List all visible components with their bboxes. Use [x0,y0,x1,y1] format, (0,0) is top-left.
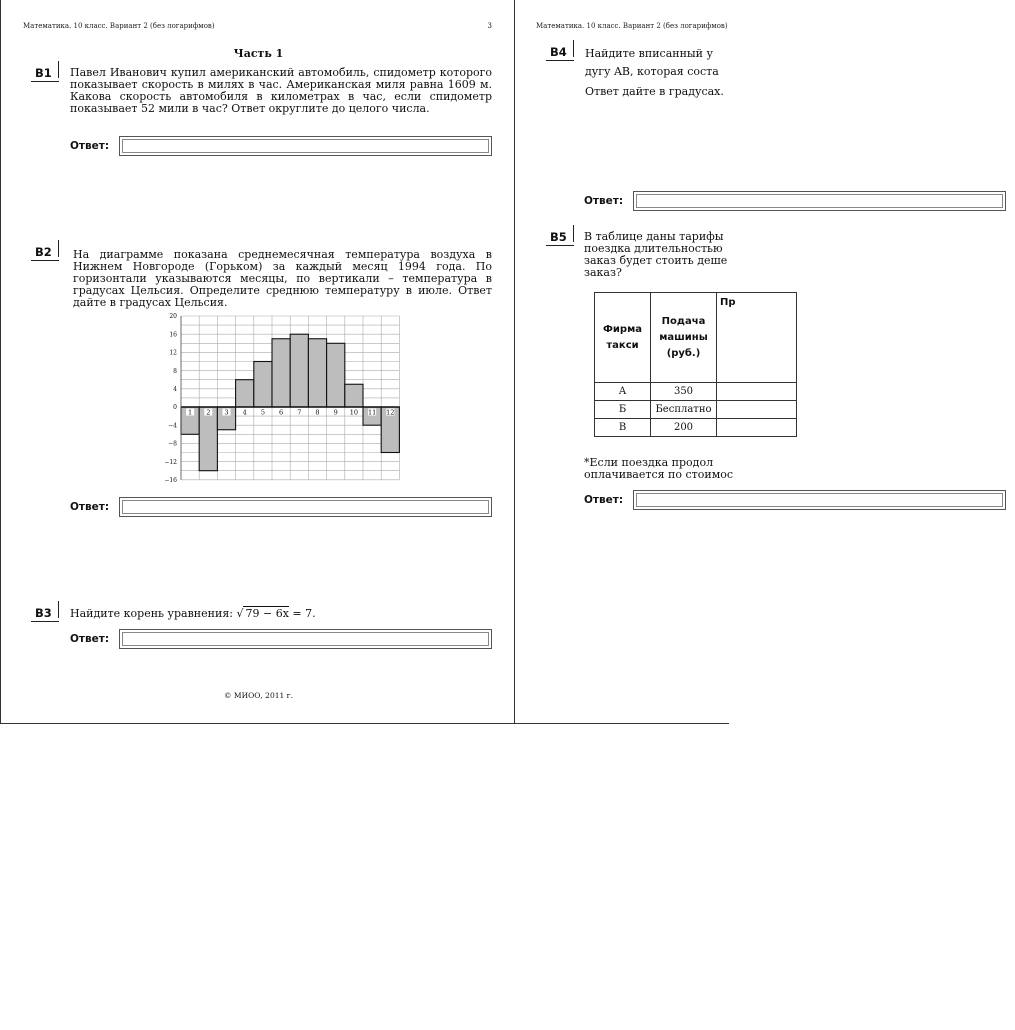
table-row [595,401,797,419]
b5-footnote [584,457,1004,481]
task-label-b1: B1 [31,66,59,82]
chart-bar [308,339,326,407]
y-tick-label: −4 [168,422,177,430]
table-row [595,419,797,437]
y-tick-label: −12 [164,458,177,466]
page-number: 3 [487,22,492,30]
page-header: Математика. 10 класс. Вариант 2 (без логарифмов) [536,22,728,30]
table-cell-firm: А [595,383,651,401]
table-row [595,383,797,401]
task-text-b3 [70,608,492,620]
b3-radicand: 79 − 6x [245,607,289,620]
table-header-price: Подача машины (руб.) [651,293,717,383]
answer-box-b5[interactable] [633,490,1006,510]
answer-row-b5 [584,490,1006,510]
month-label: 10 [349,408,359,417]
month-label: 3 [224,408,229,417]
answer-row-b1 [70,136,492,156]
y-tick-label: 20 [169,313,177,321]
month-label: 7 [297,408,302,417]
table-header-firm: Фирма такси [595,293,651,383]
answer-box-b2[interactable] [119,497,492,517]
task-text-b5 [584,231,1004,279]
answer-label: Ответ: [70,633,110,645]
b5-line-2: поездка длительностью [584,242,723,255]
chart-bar [254,362,272,408]
temperature-chart [159,310,409,486]
page-header: Математика. 10 класс. Вариант 2 (без логарифмов) [23,22,215,30]
task-label-b2: B2 [31,245,59,261]
part-title: Часть 1 [233,47,284,60]
answer-row-b3 [70,629,492,649]
page-footer: © МИОО, 2011 г. [224,691,293,700]
answer-label: Ответ: [70,140,110,152]
table-cell-price: Бесплатно [651,401,717,419]
month-label: 11 [367,408,377,417]
month-label: 2 [206,408,211,417]
month-label: 9 [333,408,338,417]
task-label-b5: B5 [546,230,574,246]
chart-bar [327,343,345,407]
chart-bar [272,339,290,407]
b3-text-after: = 7. [288,607,316,620]
y-tick-label: 4 [173,386,177,393]
answer-row-b2 [70,497,492,517]
chart-bar [290,334,308,407]
table-cell-firm: Б [595,401,651,419]
task-label-b3: B3 [31,606,59,622]
month-label: 5 [260,408,265,417]
table-header-rate: Пр [717,293,797,383]
month-label: 4 [242,408,247,417]
y-tick-label: 8 [173,367,177,375]
answer-box-b1[interactable] [119,136,492,156]
page-left [0,0,515,724]
answer-label: Ответ: [584,494,624,506]
chart-bar [236,380,254,407]
b5-note-2: оплачивается по стоимос [584,468,734,481]
answer-label: Ответ: [70,501,110,513]
table-cell-price: 200 [651,419,717,437]
answer-box-b4[interactable] [633,191,1006,211]
task-label-b4: B4 [546,45,574,61]
table-cell-rate [717,383,797,401]
b4-line-1: Найдите вписанный у [585,47,713,60]
b5-line-4: заказ? [584,266,622,279]
answer-row-b4 [584,191,1006,211]
month-label: 12 [386,408,395,417]
y-tick-label: 0 [173,404,177,412]
table-cell-price: 350 [651,383,717,401]
month-label: 6 [279,408,284,417]
b3-text-before: Найдите корень уравнения: [70,607,237,620]
task-text-b2: На диаграмме показана среднемесячная температура воздуха в Нижнем Новгороде (Горьком) за каждый месяц 1994 года. По горизонтали указываются месяцы, по вертикали – температура в градусах Цельсия. Определите среднюю температуру в июле. Ответ дайте в градусах Цельсия. [73,248,492,309]
answer-box-b3[interactable] [119,629,492,649]
y-tick-label: −8 [168,440,177,448]
table-cell-firm: В [595,419,651,437]
b5-note-1: *Если поездка продол [584,456,714,469]
y-tick-label: −16 [164,477,177,484]
table-header-row [595,293,797,383]
month-label: 1 [188,408,193,417]
page-right [515,0,736,724]
tariff-table [594,292,797,437]
table-cell-rate [717,401,797,419]
b5-line-3: заказ будет стоить деше [584,254,728,267]
b4-line-3: Ответ дайте в градусах. [585,85,724,98]
answer-label: Ответ: [584,195,624,207]
table-cell-rate [717,419,797,437]
task-text-b1: Павел Иванович купил американский автомобиль, спидометр которого показывает скорость в милях в час. Американская миля равна 1609 м. Какова скорость автомобиля в километрах в час, если спидометр показывает 52 мили в час? Ответ округлите до целого числа. [70,66,492,115]
sqrt-sign: √ [236,607,244,620]
task-text-b4 [585,48,1005,98]
y-tick-label: 16 [169,331,177,339]
y-tick-label: 12 [169,349,177,357]
chart-bar [345,384,363,407]
b5-line-1: В таблице даны тарифы [584,230,724,243]
month-label: 8 [315,408,320,417]
b4-line-2: дугу AB, которая соста [585,65,719,78]
